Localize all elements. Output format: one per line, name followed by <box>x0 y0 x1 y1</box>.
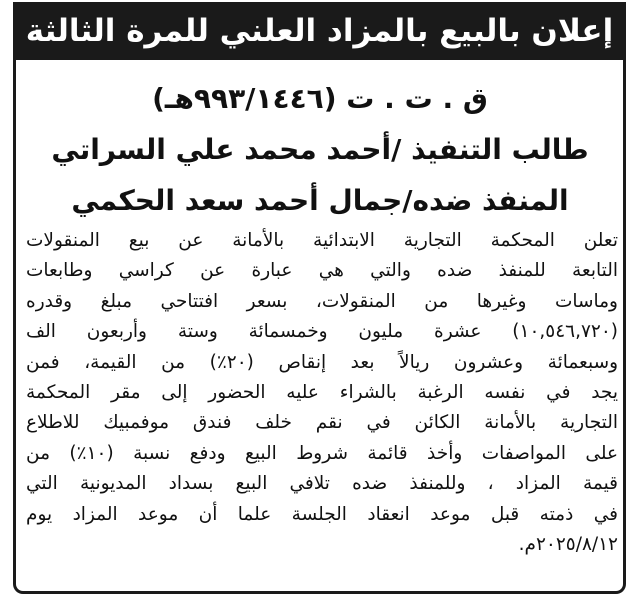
body-line: في ذمته قبل موعد انعقاد الجلسة علما أن موعد المزاد يوم <box>26 503 618 525</box>
header-bar <box>13 2 626 60</box>
body-line: التابعة للمنفذ ضده والتي هي عبارة عن كراسي وطابعات <box>26 260 618 282</box>
case-number: ق . ت . ت (٩٩٣/١٤٤٦هـ) <box>152 82 488 115</box>
executed-against-line: المنفذ ضده/جمال أحمد سعد الحكمي <box>71 184 569 217</box>
body-line: تعلن المحكمة التجارية الابتدائية بالأمانة عن بيع المنقولات <box>26 230 618 251</box>
executor-line: طالب التنفيذ /أحمد محمد علي السراتي <box>51 133 589 166</box>
body-line: على المواصفات وأخذ قائمة شروط البيع ودفع نسبة (١٠٪) من <box>26 442 618 464</box>
body-line: قيمة المزاد ، وللمنفذ ضده تلافي البيع بسداد المديونية التي <box>26 473 618 495</box>
body-line: وماسات وغيرها من المنقولات، بسعر افتتاحي مبلغ وقدره <box>26 290 618 312</box>
body-line: يجد في نفسه الرغبة بالشراء عليه الحضور إلى مقر المحكمة <box>26 381 618 403</box>
body-line: وسبعمائة وعشرون ريالاً بعد إنقاص (٢٠٪) من القيمة، فمن <box>26 351 618 373</box>
auction-date-line: ٢٠٢٥/٨/١٢م. <box>518 533 618 555</box>
body-line: التجارية بالأمانة الكائن في نقم خلف فندق موفمبيك للاطلاع <box>26 412 618 434</box>
body-line: (١٠,٥٤٦,٧٢٠) عشرة مليون وخمسمائة وستة وأربعون الف <box>26 321 618 343</box>
announcement-title: إعلان بالبيع بالمزاد العلني للمرة الثالثة <box>25 12 614 49</box>
announcement-body <box>26 226 618 560</box>
